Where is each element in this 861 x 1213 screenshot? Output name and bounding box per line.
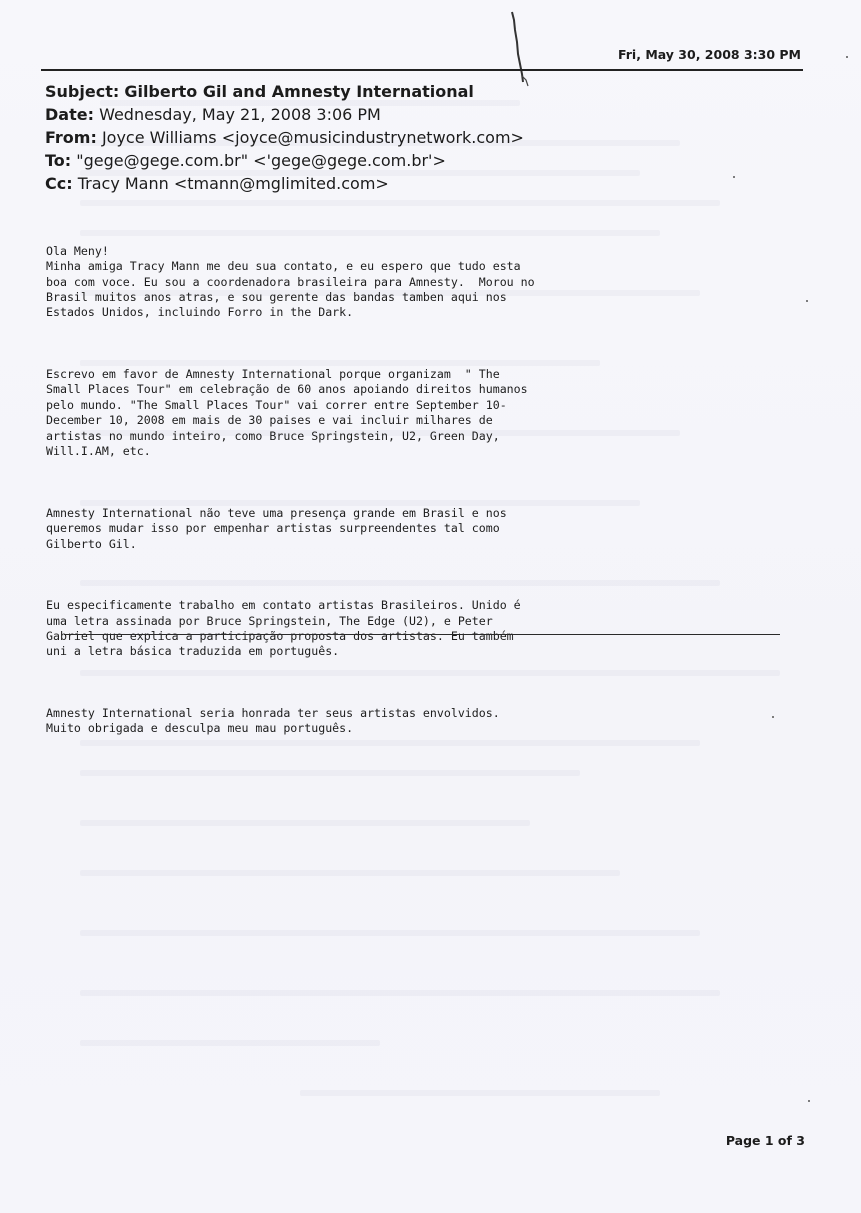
to-value: "gege@gege.com.br" <'gege@gege.com.br'> xyxy=(76,151,446,170)
cc-row xyxy=(45,172,785,195)
page-number: Page 1 of 3 xyxy=(725,1133,805,1148)
subject-row xyxy=(45,80,785,103)
from-value: Joyce Williams <joyce@musicindustrynetwork.com> xyxy=(101,128,524,147)
scan-artifact-mark xyxy=(506,10,534,90)
body-paragraph-greeting: Ola Meny! Minha amiga Tracy Mann me deu sua contato, e eu espero que tudo esta boa com voce. Eu sou a coordenadora brasileira para Amnesty. Morou no Brasil muitos anos atras, e sou gerente das bandas tamben aqui nos Estados Unidos, incluindo Forro in the Dark. xyxy=(46,243,535,320)
scan-speck xyxy=(808,1100,810,1102)
email-body xyxy=(46,213,686,783)
cc-value: Tracy Mann <tmann@mglimited.com> xyxy=(77,174,389,193)
scan-speck xyxy=(846,56,848,58)
email-header xyxy=(45,80,785,195)
from-label: From: xyxy=(45,128,97,147)
body-paragraph-closing: Amnesty International seria honrada ter seus artistas envolvidos. Muito obrigada e desculpa meu mau português. xyxy=(46,705,500,736)
from-row xyxy=(45,126,785,149)
print-datetime: Fri, May 30, 2008 3:30 PM xyxy=(618,47,801,62)
body-end-divider xyxy=(64,634,780,635)
cc-label: Cc: xyxy=(45,174,73,193)
body-paragraph-brazil: Amnesty International não teve uma presença grande em Brasil e nos queremos mudar isso por empenhar artistas surpreendentes tal como Gilberto Gil. xyxy=(46,505,507,551)
body-paragraph-letter: Eu especificamente trabalho em contato artistas Brasileiros. Unido é uma letra assinada por Bruce Springstein, The Edge (U2), e Peter Gabriel que explica a participação proposta dos artistas. Eu também uni a letra básica traduzida em português. xyxy=(46,598,521,659)
subject-label: Subject: xyxy=(45,82,120,101)
scan-speck xyxy=(772,716,774,718)
date-label: Date: xyxy=(45,105,94,124)
date-row xyxy=(45,103,785,126)
to-label: To: xyxy=(45,151,72,170)
scan-speck xyxy=(733,176,735,178)
to-row xyxy=(45,149,785,172)
body-paragraph-tour: Escrevo em favor de Amnesty International porque organizam " The Small Places Tour" em celebração de 60 anos apoiando direitos humanos pelo mundo. "The Small Places Tour" vai correr entre September 10- December 10, 2008 em mais de 30 paises e vai incluir milhares de artistas no mundo inteiro, como Bruce Springstein, U2, Green Day, Will.I.AM, etc. xyxy=(46,367,528,459)
header-divider xyxy=(41,69,803,71)
date-value: Wednesday, May 21, 2008 3:06 PM xyxy=(99,105,381,124)
subject-value: Gilberto Gil and Amnesty International xyxy=(124,82,474,101)
scan-speck xyxy=(806,300,808,302)
